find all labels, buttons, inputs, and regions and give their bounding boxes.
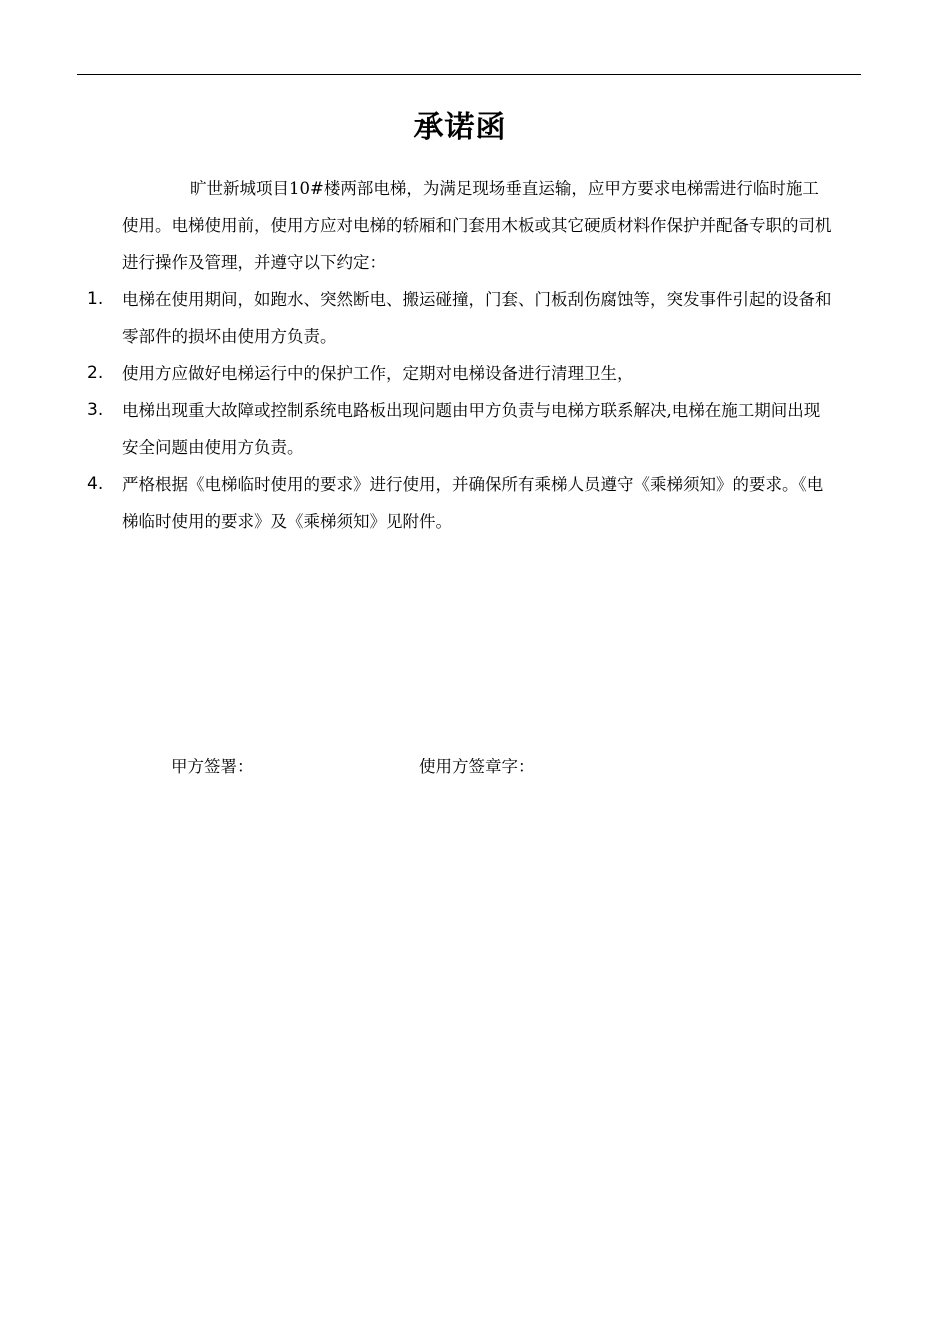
list-item-number: 3. — [87, 400, 104, 420]
list-item — [87, 355, 834, 392]
list-item-text: 电梯出现重大故障或控制系统电路板出现问题由甲方负责与电梯方联系解决,电梯在施工期间出现安全问题由使用方负责。 — [122, 401, 821, 457]
list-item-number: 2. — [87, 363, 104, 383]
party-a-signature-label: 甲方签署： — [171, 757, 254, 776]
document-title: 承诺函 — [413, 110, 507, 145]
list-item-text: 使用方应做好电梯运行中的保护工作，定期对电梯设备进行清理卫生， — [122, 364, 634, 383]
list-item — [87, 281, 834, 355]
list-item-text: 严格根据《电梯临时使用的要求》进行使用，并确保所有乘梯人员遵守《乘梯须知》的要求。《电梯临时使用的要求》及《乘梯须知》见附件。 — [122, 475, 824, 531]
list-item — [87, 466, 834, 540]
terms-list — [87, 281, 834, 540]
list-item-text: 电梯在使用期间，如跑水、突然断电、搬运碰撞，门套、门板刮伤腐蚀等，突发事件引起的设备和零部件的损坏由使用方负责。 — [122, 290, 832, 346]
list-item — [87, 392, 834, 466]
header-rule — [77, 74, 861, 75]
user-signature-label: 使用方签章字： — [419, 757, 535, 776]
list-item-number: 1. — [87, 289, 104, 309]
document-body — [87, 170, 834, 540]
intro-paragraph: 旷世新城项目10#楼两部电梯，为满足现场垂直运输，应甲方要求电梯需进行临时施工使用。电梯使用前，使用方应对电梯的轿厢和门套用木板或其它硬质材料作保护并配备专职的司机进行操作及管理，并遵守以下约定： — [122, 179, 832, 272]
list-item-number: 4. — [87, 474, 104, 494]
